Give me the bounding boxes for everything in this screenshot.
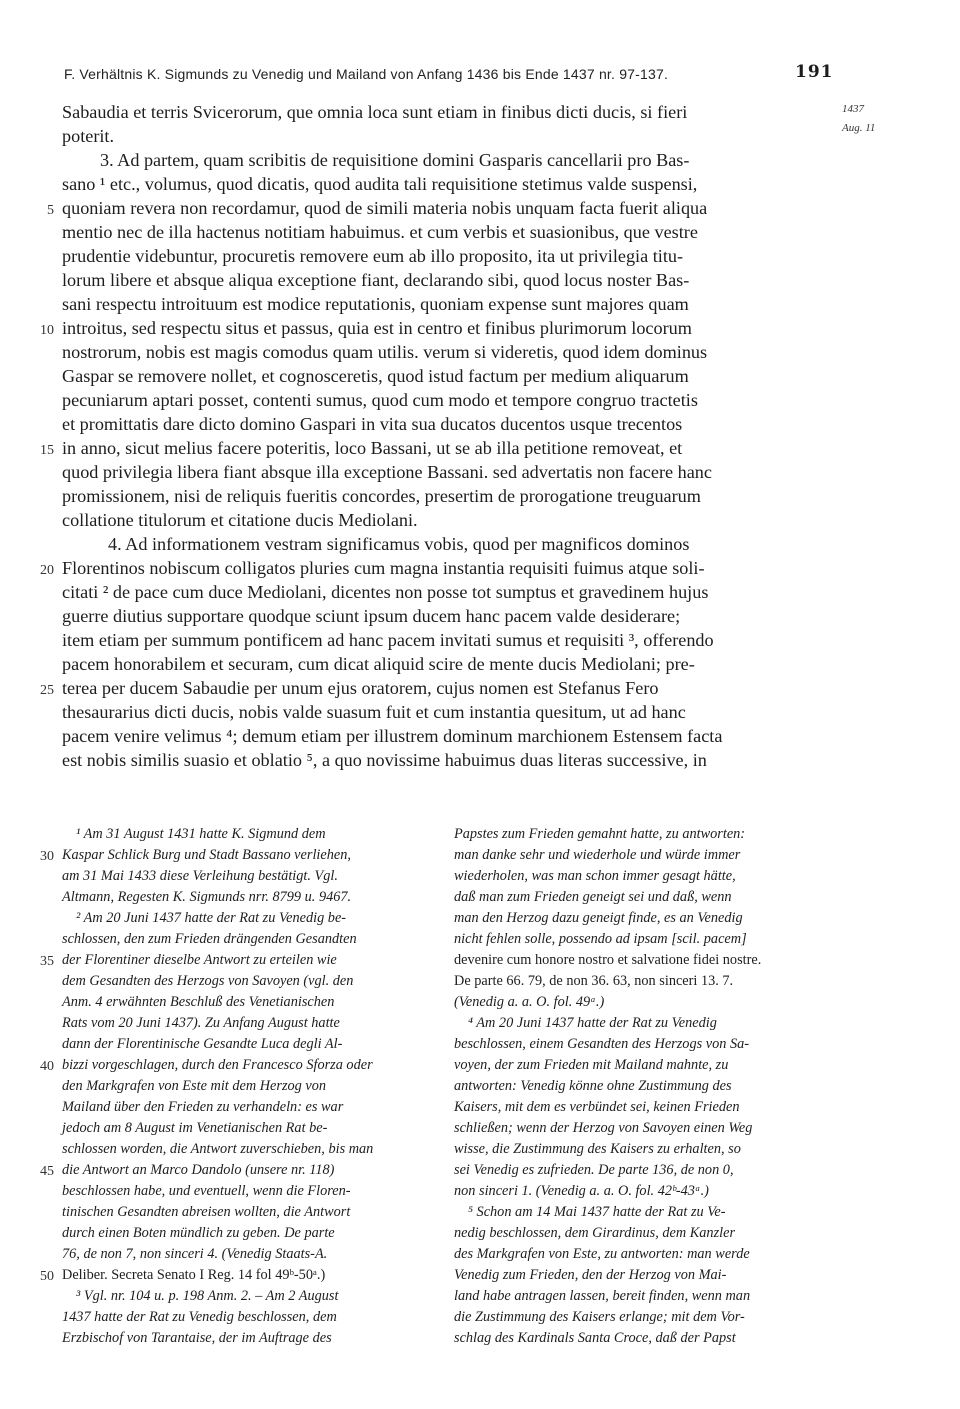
line-number: 15 (40, 443, 54, 458)
footnote-line: beschlossen, einem Gesandten des Herzogs von Sa- (454, 1036, 750, 1052)
footnote-line: jedoch am 8 August im Venetianischen Rat be- (62, 1120, 328, 1136)
text-line: lorum libere et absque aliqua exceptione fiant, declarando sibi, quod locus noster Bas- (62, 270, 690, 290)
footnote-line: Venedig zum Frieden, den der Herzog von Mai- (454, 1267, 727, 1283)
footnote-line: (Venedig a. a. O. fol. 49ᵃ.) (454, 994, 605, 1010)
footnote-line: beschlossen habe, und eventuell, wenn die Floren- (62, 1183, 351, 1199)
line-number: 25 (40, 683, 54, 698)
footnote-line: land habe antragen lassen, bereit finden, wenn man (454, 1288, 751, 1304)
footnote-line: der Florentiner dieselbe Antwort zu erteilen wie (62, 952, 337, 968)
line-number: 50 (40, 1269, 54, 1284)
running-head: F. Verhältnis K. Sigmunds zu Venedig und Mailand von Anfang 1436 bis Ende 1437 nr. 97-137. (64, 66, 669, 82)
text-line: est nobis similis suasio et oblatio ⁵, a quo novissime habuimus duas literas successive, in (62, 750, 707, 770)
text-line: mentio nec de illa hactenus notitiam habuimus. et cum verbis et suasionibus, que vestre (62, 222, 698, 242)
text-line: 4. Ad informationem vestram significamus vobis, quod per magnificos dominos (108, 534, 690, 554)
text-line: item etiam per summum pontificem ad hanc pacem invitati sumus et requisiti ³, offerendo (62, 630, 714, 650)
footnote-line: Mailand über den Frieden zu verhandeln: es war (62, 1099, 344, 1115)
text-line: Gaspar se removere nollet, et cognosceretis, quod istud factum per medium aliquarum (62, 366, 689, 386)
line-number: 30 (40, 849, 54, 864)
text-line: collatione titulorum et citatione ducis Mediolani. (62, 510, 418, 530)
text-line: guerre diutius supportare quodque sciunt ipsum ducem hanc pacem valde desiderare; (62, 606, 681, 626)
text-line: in anno, sicut melius facere poteritis, loco Bassani, ut se ab illa petitione removeat, et (62, 438, 683, 458)
footnote-line: bizzi vorgeschlagen, durch den Francesco Sforza oder (62, 1057, 373, 1073)
footnote-line: ⁴ Am 20 Juni 1437 hatte der Rat zu Venedig (468, 1015, 717, 1031)
text-line: citati ² de pace cum duce Mediolani, dicentes non posse tot sumptus et gravedinem hujus (62, 582, 709, 602)
footnote-line: Anm. 4 erwähnten Beschluß des Venetianischen (62, 994, 335, 1010)
text-line: Sabaudia et terris Svicerorum, que omnia loca sunt etiam in finibus dicti ducis, si fieri (62, 102, 688, 122)
footnote-line: am 31 Mai 1433 diese Verleihung bestätigt. Vgl. (62, 868, 338, 884)
footnote-line: De parte 66. 79, de non 36. 63, non sinceri 13. 7. (454, 973, 734, 989)
footnote-line: man den Herzog dazu geneigt finde, es an Venedig (454, 910, 743, 926)
footnote-line: die Zustimmung des Kaisers erlange; mit dem Vor- (454, 1309, 745, 1325)
footnote-line: nicht fehlen solle, possendo ad ipsam [scil. pacem] (454, 931, 747, 947)
footnote-line: schlag des Kardinals Santa Croce, daß der Papst (454, 1330, 736, 1346)
text-line: introitus, sed respectu situs et passus, quia est in centro et finibus plurimorum locorum (62, 318, 692, 338)
footnote-line: ³ Vgl. nr. 104 u. p. 198 Anm. 2. – Am 2 August (76, 1288, 339, 1304)
footnote-line: 76, de non 7, non sinceri 4. (Venedig Staats-A. (62, 1246, 328, 1262)
footnote-line: voyen, der zum Frieden mit Mailand mahnte, zu (454, 1057, 729, 1073)
footnote-line: daß man zum Frieden geneigt sei und daß, wenn (454, 889, 732, 905)
footnote-line: tinischen Gesandten abreisen wollten, die Antwort (62, 1204, 351, 1220)
footnote-line: wisse, die Zustimmung des Kaisers zu erhalten, so (454, 1141, 741, 1157)
footnote-line: Papstes zum Frieden gemahnt hatte, zu antworten: (454, 826, 746, 842)
text-line: nostrorum, nobis est magis comodus quam utilis. verum si videretis, quod idem dominus (62, 342, 708, 362)
footnote-line: Deliber. Secreta Senato I Reg. 14 fol 49ᵇ-50ᵃ.) (62, 1267, 326, 1283)
footnote-line: ¹ Am 31 August 1431 hatte K. Sigmund dem (76, 826, 326, 842)
footnote-line: dann der Florentinische Gesandte Luca degli Al- (62, 1036, 343, 1052)
text-line: et promittatis dare dicto domino Gaspari in vita sua ducatos ducentos usque trecentos (62, 414, 683, 434)
text-line: sano ¹ etc., volumus, quod dicatis, quod audita tali requisitione stetimus valde suspensi, (62, 174, 698, 194)
text-line: 3. Ad partem, quam scribitis de requisitione domini Gasparis cancellarii pro Bas- (100, 150, 690, 170)
line-number: 45 (40, 1164, 54, 1179)
footnote-line: Kaisers, mit dem es verbündet sei, keinen Frieden (454, 1099, 740, 1115)
margin-note-date: Aug. 11 (842, 122, 876, 134)
footnote-line: nedig beschlossen, dem Girardinus, dem Kanzler (454, 1225, 736, 1241)
text-line: quoniam revera non recordamur, quod de simili materia nobis unquam facta fuerit aliqua (62, 198, 708, 218)
footnote-line: schlossen, den zum Frieden drängenden Gesandten (62, 931, 357, 947)
footnote-line: 1437 hatte der Rat zu Venedig beschlossen, dem (62, 1309, 337, 1325)
footnote-line: des Markgrafen von Este, zu antworten: man werde (454, 1246, 750, 1262)
footnote-line: Altmann, Regesten K. Sigmunds nrr. 8799 u. 9467. (62, 889, 352, 905)
line-number: 10 (40, 323, 54, 338)
footnote-line: durch einen Boten mündlich zu geben. De parte (62, 1225, 335, 1241)
text-line: sani respectu introituum est modice reputationis, quoniam expense sunt majores quam (62, 294, 689, 314)
footnote-line: Kaspar Schlick Burg und Stadt Bassano verliehen, (62, 847, 351, 863)
line-number: 20 (40, 563, 54, 578)
line-number: 5 (47, 203, 54, 218)
text-line: prudentie videbuntur, procuretis removere eum ab illo proposito, ita ut privilegia titu- (62, 246, 684, 266)
text-line: pacem venire velimus ⁴; demum etiam per illustrem dominum marchionem Estensem facta (62, 726, 723, 746)
page-number: 191 (795, 62, 834, 82)
footnote-line: man danke sehr und wiederhole und würde immer (454, 847, 741, 863)
line-number: 40 (40, 1059, 54, 1074)
footnote-line: die Antwort an Marco Dandolo (unsere nr. 118) (62, 1162, 335, 1178)
text-line: thesaurarius dicti ducis, nobis valde suasum fuit et cum instantia quesitum, ut ad hanc (62, 702, 686, 722)
footnote-line: schließen; wenn der Herzog von Savoyen einen Weg (454, 1120, 753, 1136)
footnote-line: Rats vom 20 Juni 1437). Zu Anfang August hatte (62, 1015, 340, 1031)
text-line: quod privilegia libera fiant absque illa exceptione Bassani. sed advertatis non facere hanc (62, 462, 712, 482)
footnote-line: ² Am 20 Juni 1437 hatte der Rat zu Venedig be- (76, 910, 347, 926)
line-number: 35 (40, 954, 54, 969)
footnote-line: ⁵ Schon am 14 Mai 1437 hatte der Rat zu Ve- (468, 1204, 726, 1220)
footnote-line: Erzbischof von Tarantaise, der im Auftrage des (62, 1330, 332, 1346)
text-line: promissionem, nisi de reliquis fueritis concordes, presertim de prorogatione treuguarum (62, 486, 701, 506)
text-line: pacem honorabilem et securam, cum dicat aliquid scire de mente ducis Mediolani; pre- (62, 654, 695, 674)
text-line: Florentinos nobiscum colligatos pluries cum magna instantia requisiti fuimus atque soli- (62, 558, 705, 578)
footnote-line: den Markgrafen von Este mit dem Herzog von (62, 1078, 327, 1094)
text-line: pecuniarum aptari posset, contenti sumus, quod cum modo et tempore congruo tractetis (62, 390, 698, 410)
footnote-line: wiederholen, was man schon immer gesagt hätte, (454, 868, 736, 884)
footnote-line: dem Gesandten des Herzogs von Savoyen (vgl. den (62, 973, 354, 989)
margin-note-year: 1437 (842, 103, 864, 115)
footnote-line: antworten: Venedig könne ohne Zustimmung des (454, 1078, 732, 1094)
text-line: terea per ducem Sabaudie per unum ejus oratorem, cujus nomen est Stefanus Fero (62, 678, 659, 698)
footnote-line: devenire cum honore nostro et salvatione fidei nostre. (454, 952, 762, 968)
footnote-line: schlossen worden, die Antwort zuverschieben, bis man (62, 1141, 374, 1157)
footnote-line: non sinceri 1. (Venedig a. a. O. fol. 42ᵇ-43ᵃ.) (454, 1183, 709, 1199)
footnote-line: sei Venedig es zufrieden. De parte 136, de non 0, (454, 1162, 734, 1178)
text-line: poterit. (62, 126, 115, 146)
